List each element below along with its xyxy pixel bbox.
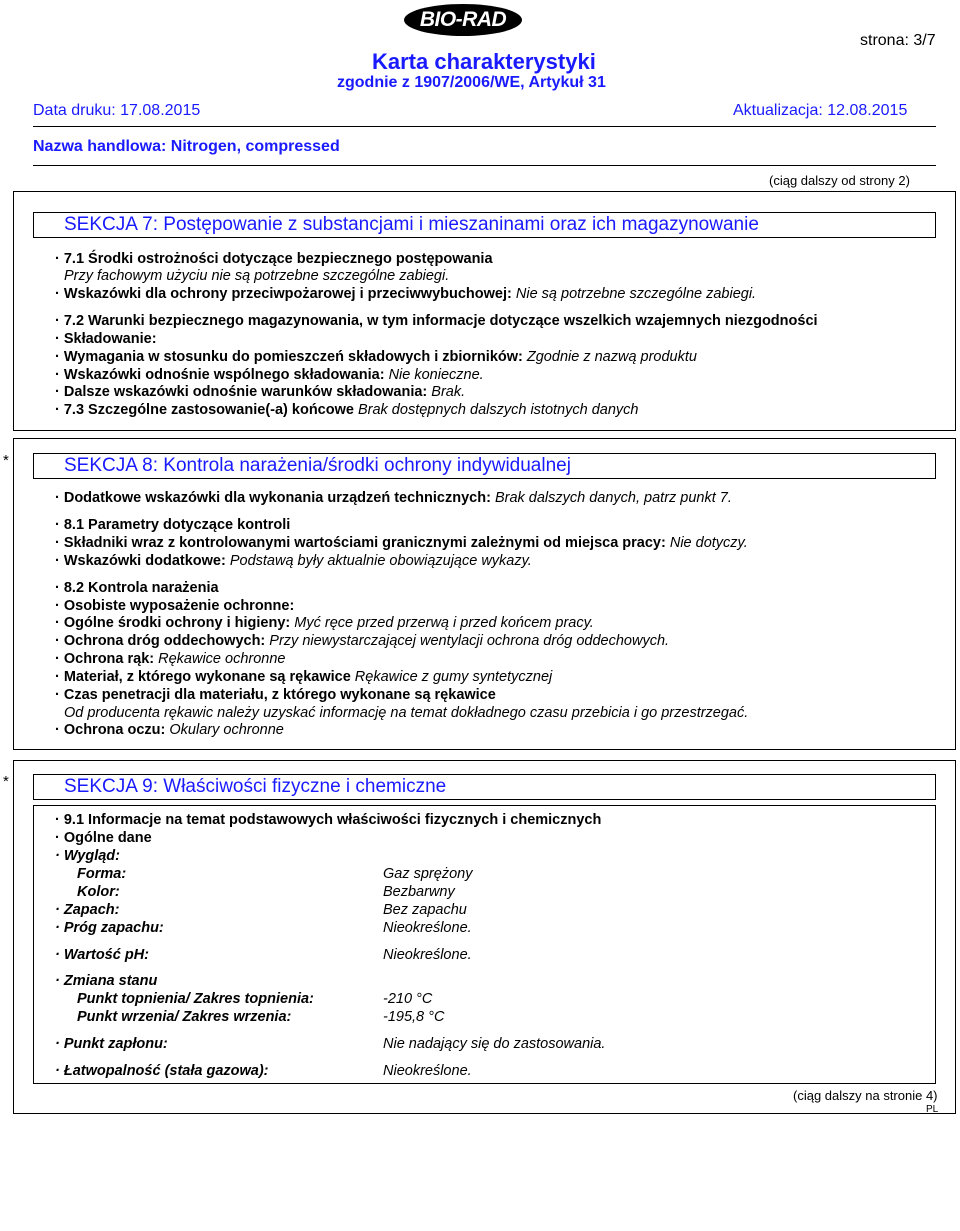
melting-label: Punkt topnienia/ Zakres topnienia: bbox=[77, 991, 314, 1007]
penetration-label: · Czas penetracji dla materiału, z którego wykonane są rękawice bbox=[55, 687, 496, 703]
hand-label: · Ochrona rąk: bbox=[55, 651, 155, 667]
penetration-value: Od producenta rękawic należy uzyskać informację na temat dokładnego czasu przebicia i go przestrzegać. bbox=[64, 705, 749, 721]
general-label: · Ogólne dane bbox=[55, 830, 152, 846]
form-label: Forma: bbox=[77, 866, 127, 882]
header-divider bbox=[33, 126, 936, 127]
form-value: Gaz sprężony bbox=[383, 866, 473, 882]
material-value: Rękawice z gumy syntetycznej bbox=[354, 669, 553, 685]
s73-label: · 7.3 Szczególne zastosowanie(-a) końcowe bbox=[55, 402, 354, 418]
common-label: · Wskazówki odnośnie wspólnego składowania: bbox=[55, 367, 385, 383]
color-label: Kolor: bbox=[77, 884, 120, 900]
req-label: · Wymagania w stosunku do pomieszczeń składowych i zbiorników: bbox=[55, 349, 523, 365]
bio-rad-logo: BIO-RAD bbox=[404, 4, 522, 36]
section-7-title: SEKCJA 7: Postępowanie z substancjami i mieszaninami oraz ich magazynowanie bbox=[64, 214, 759, 235]
update-date: Aktualizacja: 12.08.2015 bbox=[733, 102, 908, 119]
material-label: · Materiał, z którego wykonane są rękawice bbox=[55, 669, 351, 685]
document-subtitle: zgodnie z 1907/2006/WE, Artykuł 31 bbox=[337, 74, 606, 91]
fire-label: · Wskazówki dla ochrony przeciwpożarowej i przeciwwybuchowej: bbox=[55, 286, 512, 302]
tech-value: Brak dalszych danych, patrz punkt 7. bbox=[494, 490, 732, 506]
print-date: Data druku: 17.08.2015 bbox=[33, 102, 201, 119]
fire-value: Nie są potrzebne szczególne zabiegi. bbox=[515, 286, 757, 302]
s71-text: Przy fachowym użyciu nie są potrzebne szczególne zabiegi. bbox=[64, 268, 450, 284]
continued-to: (ciąg dalszy na stronie 4) bbox=[793, 1088, 938, 1103]
resp-value: Przy niewystarczającej wentylacji ochrona dróg oddechowych. bbox=[269, 633, 670, 649]
flash-point-label: · Punkt zapłonu: bbox=[55, 1036, 168, 1052]
language-code: PL bbox=[926, 1104, 939, 1115]
comp-value: Nie dotyczy. bbox=[669, 535, 748, 551]
flammability-label: · Łatwopalność (stała gazowa): bbox=[55, 1063, 269, 1079]
resp-label: · Ochrona dróg oddechowych: bbox=[55, 633, 266, 649]
storage-label: · Składowanie: bbox=[55, 331, 157, 347]
ppe-label: · Osobiste wyposażenie ochronne: bbox=[55, 598, 295, 614]
ph-value: Nieokreślone. bbox=[383, 947, 472, 963]
boiling-value: -195,8 °C bbox=[383, 1009, 445, 1025]
eye-value: Okulary ochronne bbox=[169, 722, 284, 738]
section-8-change-marker: * bbox=[3, 452, 9, 469]
comp-label: · Składniki wraz z kontrolowanymi wartościami granicznymi zależnymi od miejsca pracy: bbox=[55, 535, 666, 551]
appearance-label: · Wygląd: bbox=[55, 848, 120, 864]
s73-value: Brak dostępnych dalszych istotnych danych bbox=[357, 402, 639, 418]
odour-threshold-value: Nieokreślone. bbox=[383, 920, 472, 936]
section-9-header bbox=[33, 774, 936, 800]
document-title: Karta charakterystyki bbox=[372, 49, 596, 74]
section-9-change-marker: * bbox=[3, 773, 9, 790]
boiling-label: Punkt wrzenia/ Zakres wrzenia: bbox=[77, 1009, 292, 1025]
trade-name-divider bbox=[33, 165, 936, 166]
melting-value: -210 °C bbox=[383, 991, 433, 1007]
flash-point-value: Nie nadający się do zastosowania. bbox=[383, 1036, 606, 1052]
further-value: Brak. bbox=[431, 384, 466, 400]
color-value: Bezbarwny bbox=[383, 884, 455, 900]
trade-name: Nazwa handlowa: Nitrogen, compressed bbox=[33, 138, 340, 155]
s71-title: · 7.1 Środki ostrożności dotyczące bezpiecznego postępowania bbox=[55, 251, 493, 267]
hygiene-label: · Ogólne środki ochrony i higieny: bbox=[55, 615, 291, 631]
s82-title: · 8.2 Kontrola narażenia bbox=[55, 580, 219, 596]
section-8-header bbox=[33, 453, 936, 479]
continued-from: (ciąg dalszy od strony 2) bbox=[769, 173, 910, 188]
section-7-header bbox=[33, 212, 936, 238]
s81-title: · 8.1 Parametry dotyczące kontroli bbox=[55, 517, 291, 533]
s91-title: · 9.1 Informacje na temat podstawowych właściwości fizycznych i chemicznych bbox=[55, 812, 602, 828]
further-label: · Dalsze wskazówki odnośnie warunków składowania: bbox=[55, 384, 428, 400]
req-value: Zgodnie z nazwą produktu bbox=[526, 349, 697, 365]
odour-threshold-label: · Próg zapachu: bbox=[55, 920, 164, 936]
common-value: Nie konieczne. bbox=[388, 367, 484, 383]
eye-label: · Ochrona oczu: bbox=[55, 722, 166, 738]
tech-label: · Dodatkowe wskazówki dla wykonania urządzeń technicznych: bbox=[55, 490, 491, 506]
state-change-label: · Zmiana stanu bbox=[55, 973, 158, 989]
hand-value: Rękawice ochronne bbox=[158, 651, 286, 667]
s72-title: · 7.2 Warunki bezpiecznego magazynowania, w tym informacje dotyczące wszelkich wzajemnych niezgodności bbox=[55, 313, 818, 329]
add-value: Podstawą były aktualnie obowiązujące wykazy. bbox=[229, 553, 532, 569]
page-number: strona: 3/7 bbox=[860, 32, 936, 49]
odour-value: Bez zapachu bbox=[383, 902, 467, 918]
hygiene-value: Myć ręce przed przerwą i przed końcem pracy. bbox=[294, 615, 594, 631]
add-label: · Wskazówki dodatkowe: bbox=[55, 553, 226, 569]
section-9-title: SEKCJA 9: Właściwości fizyczne i chemiczne bbox=[64, 776, 447, 797]
odour-label: · Zapach: bbox=[55, 902, 120, 918]
ph-label: · Wartość pH: bbox=[55, 947, 149, 963]
section-8-title: SEKCJA 8: Kontrola narażenia/środki ochrony indywidualnej bbox=[64, 455, 571, 476]
flammability-value: Nieokreślone. bbox=[383, 1063, 472, 1079]
